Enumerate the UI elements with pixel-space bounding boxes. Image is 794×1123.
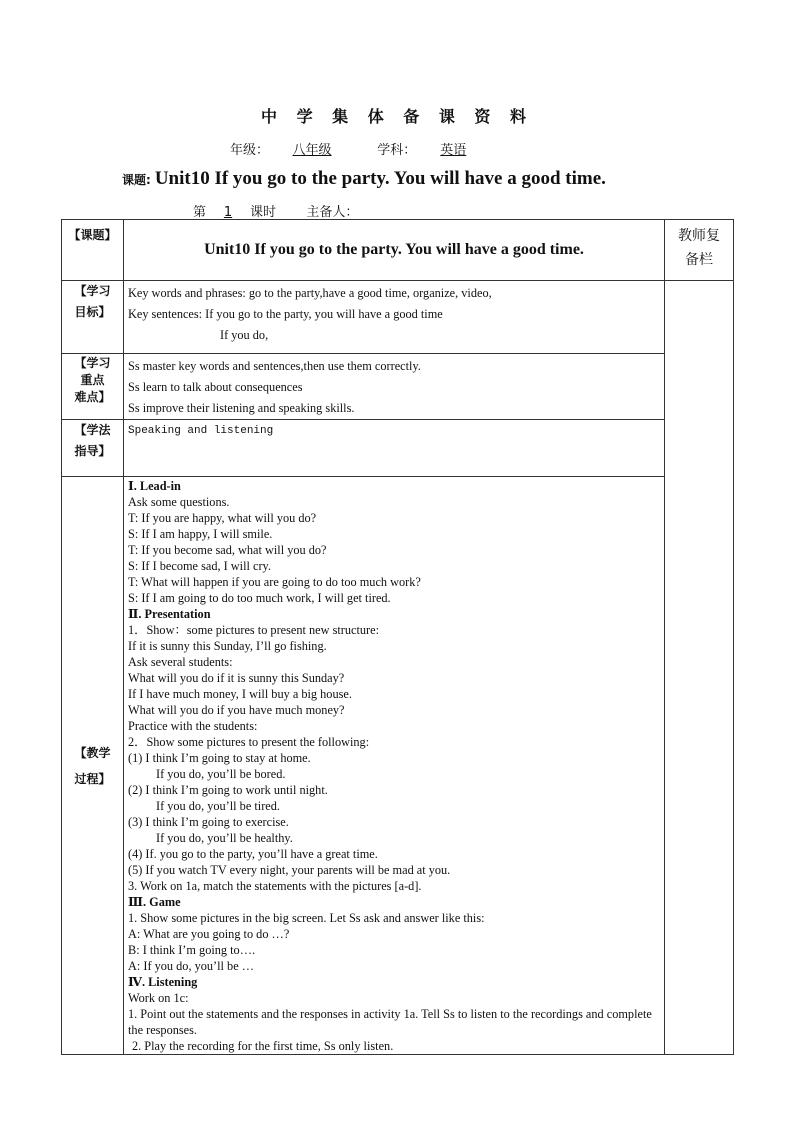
focus-label-line3: 难点】 — [74, 390, 111, 404]
method-label — [62, 420, 124, 477]
process-line: 2．Show some pictures to present the following: — [128, 735, 370, 749]
goals-content — [124, 281, 665, 354]
process-line: (3) I think I’m going to exercise. — [128, 815, 289, 829]
process-line: If I have much money, I will buy a big house. — [128, 687, 352, 701]
period-value: 1 — [223, 205, 233, 220]
focus-content — [124, 354, 665, 420]
process-line: 1. Point out the statements and the responses in activity 1a. Tell Ss to listen to the recordings and complete the responses. — [128, 1007, 652, 1037]
subject-value: 英语 — [440, 143, 467, 158]
process-line: If you do, you’ll be bored. — [156, 767, 286, 781]
topic-text: Unit10 If you go to the party. You will have a good time. — [154, 168, 606, 189]
goals-row — [62, 281, 734, 354]
process-label-line2: 过程】 — [74, 771, 111, 786]
goals-label-line1: 【学习 — [74, 284, 111, 298]
goals-label — [62, 281, 124, 354]
process-line: A: If you do, you’ll be … — [128, 959, 255, 973]
process-line: 1. Show some pictures in the big screen. Let Ss ask and answer like this: — [128, 911, 485, 925]
process-line: T: If you become sad, what will you do? — [128, 543, 327, 557]
topic-row — [62, 220, 734, 281]
process-line: 2. Play the recording for the first time, Ss only listen. — [132, 1039, 394, 1053]
method-label-line2: 指导】 — [74, 444, 111, 458]
process-line: S: If I am happy, I will smile. — [128, 527, 273, 541]
focus-label-line1: 【学习 — [74, 356, 111, 370]
notes-header-line1: 教师复 — [678, 228, 720, 244]
process-line: (4) If. you go to the party, you’ll have a great time. — [128, 847, 378, 861]
focus-line: Ss learn to talk about consequences — [128, 380, 303, 394]
process-line: What will you do if it is sunny this Sunday? — [128, 671, 345, 685]
process-label — [62, 477, 124, 1055]
process-line: Ask some questions. — [128, 495, 230, 509]
process-line: 3. Work on 1a, match the statements with the pictures [a-d]. — [128, 879, 422, 893]
process-line: T: What will happen if you are going to do too much work? — [128, 575, 421, 589]
process-line: (1) I think I’m going to stay at home. — [128, 751, 311, 765]
goal-line: Key sentences: If you go to the party, you will have a good time — [128, 307, 443, 321]
process-line: If it is sunny this Sunday, I’ll go fishing. — [128, 639, 327, 653]
goal-line: If you do, — [220, 328, 269, 342]
process-line: 1．Show：some pictures to present new structure: — [128, 623, 380, 637]
period-prefix: 第 — [193, 205, 207, 220]
topic-row-content: Unit10 If you go to the party. You will have a good time. — [124, 220, 665, 281]
method-text: Speaking and listening — [128, 425, 274, 437]
method-content — [124, 420, 665, 477]
method-row — [62, 420, 734, 477]
process-line: If you do, you’ll be healthy. — [156, 831, 293, 845]
process-line: (2) I think I’m going to work until night. — [128, 783, 328, 797]
period-line — [193, 201, 372, 220]
process-line: S: If I become sad, I will cry. — [128, 559, 271, 573]
lesson-topic — [122, 168, 606, 190]
process-content — [124, 477, 665, 1055]
focus-line: Ss master key words and sentences,then use them correctly. — [128, 359, 421, 373]
notes-column — [665, 281, 734, 1055]
process-line: If you do, you’ll be tired. — [156, 799, 280, 813]
process-line: S: If I am going to do too much work, I will get tired. — [128, 591, 391, 605]
subject-label: 学科： — [377, 143, 417, 158]
process-label-line1: 【教学 — [74, 745, 111, 760]
process-line: T: If you are happy, what will you do? — [128, 511, 317, 525]
process-line: What will you do if you have much money? — [128, 703, 345, 717]
document-title: 中 学 集 体 备 课 资 料 — [261, 107, 533, 126]
goal-line: Key words and phrases: go to the party,have a good time, organize, video, — [128, 286, 492, 300]
process-line: Ask several students: — [128, 655, 233, 669]
focus-line: Ss improve their listening and speaking skills. — [128, 401, 355, 415]
method-label-line1: 【学法 — [74, 423, 111, 437]
process-line: B: I think I’m going to…. — [128, 943, 256, 957]
topic-row-label: 【课题】 — [62, 220, 124, 281]
goals-label-line2: 目标】 — [74, 305, 111, 319]
section-heading: Ⅱ. Presentation — [128, 607, 211, 621]
focus-row — [62, 354, 734, 420]
section-heading: Ⅰ. Lead-in — [128, 479, 181, 493]
preparer-label: 主备人： — [306, 205, 359, 220]
process-line: A: What are you going to do …? — [128, 927, 290, 941]
lesson-plan-table — [61, 219, 734, 1055]
focus-label-line2: 重点 — [80, 373, 105, 387]
grade-label: 年级： — [230, 143, 270, 158]
grade-subject-line — [230, 139, 490, 158]
notes-header-line2: 备栏 — [685, 252, 713, 268]
topic-label: 课题: — [122, 173, 151, 187]
focus-label — [62, 354, 124, 420]
process-row — [62, 477, 734, 1055]
section-heading: Ⅳ. Listening — [128, 975, 198, 989]
section-heading: Ⅲ. Game — [128, 895, 181, 909]
process-line: (5) If you watch TV every night, your parents will be mad at you. — [128, 863, 451, 877]
grade-value: 八年级 — [292, 143, 332, 158]
period-suffix: 课时 — [250, 205, 277, 220]
process-line: Practice with the students: — [128, 719, 258, 733]
notes-column-header — [665, 220, 734, 281]
process-line: Work on 1c: — [128, 991, 189, 1005]
